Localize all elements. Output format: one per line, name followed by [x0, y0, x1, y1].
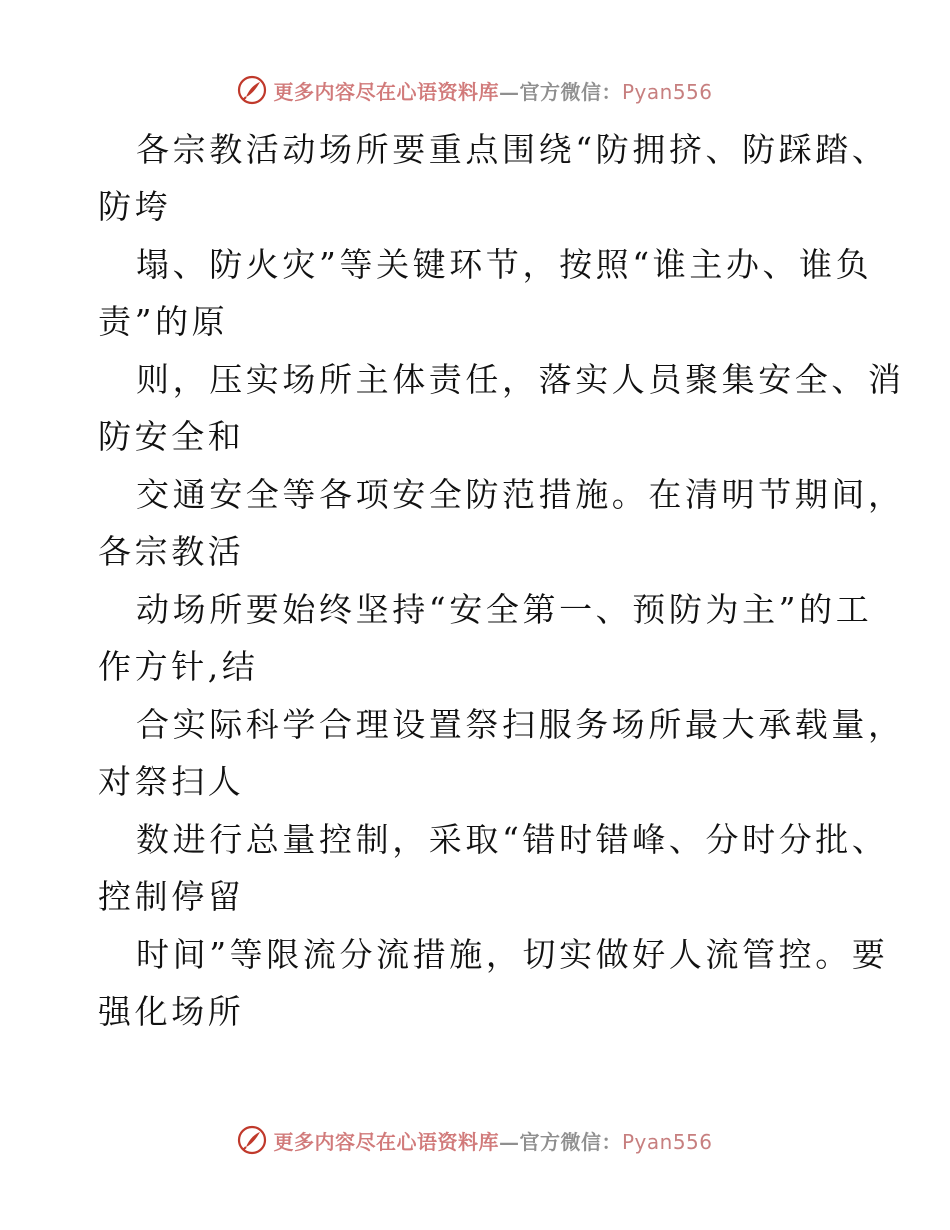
footer-banner-text — [273, 1126, 712, 1155]
body-line-1: 各宗教活动场所要重点围绕“防拥挤、防踩踏、 — [136, 130, 889, 169]
body-line-9: 动场所要始终坚持“安全第一、预防为主”的工 — [136, 590, 873, 629]
body-line-7: 交通安全等各项安全防范措施。在清明节期间， — [136, 475, 905, 514]
body-line-3: 塌、防火灾”等关键环节，按照“谁主办、谁负 — [136, 245, 873, 284]
body-line-12: 对祭扫人 — [98, 762, 245, 801]
body-line-11: 合实际科学合理设置祭扫服务场所最大承载量， — [136, 705, 905, 744]
body-line-2: 防垮 — [98, 187, 172, 226]
body-line-13: 数进行总量控制，采取“错时错峰、分时分批、 — [136, 820, 889, 859]
body-line-15: 时间”等限流分流措施，切实做好人流管控。要 — [136, 935, 889, 974]
header-banner-text — [273, 76, 712, 105]
footer-banner-separator: —官方微信： — [498, 1129, 622, 1154]
body-line-16: 强化场所 — [98, 992, 245, 1031]
footer-banner-title: 更多内容尽在心语资料库 — [273, 1129, 499, 1154]
footer-banner-wechat-id: Pyan556 — [621, 1129, 713, 1154]
body-line-6: 防安全和 — [98, 417, 245, 456]
body-line-14: 控制停留 — [98, 877, 245, 916]
body-line-5: 则，压实场所主体责任，落实人员聚集安全、消 — [136, 360, 905, 399]
header-banner-wechat-id: Pyan556 — [621, 79, 713, 104]
header-banner-separator: —官方微信： — [498, 79, 622, 104]
header-banner-title: 更多内容尽在心语资料库 — [273, 79, 499, 104]
footer-banner — [0, 1120, 950, 1160]
body-line-4: 责”的原 — [98, 302, 229, 341]
body-line-8: 各宗教活 — [98, 532, 245, 571]
header-banner — [0, 70, 950, 110]
feather-pen-logo-icon — [237, 75, 267, 105]
body-line-10: 作方针,结 — [98, 647, 259, 686]
feather-pen-logo-icon — [237, 1125, 267, 1155]
